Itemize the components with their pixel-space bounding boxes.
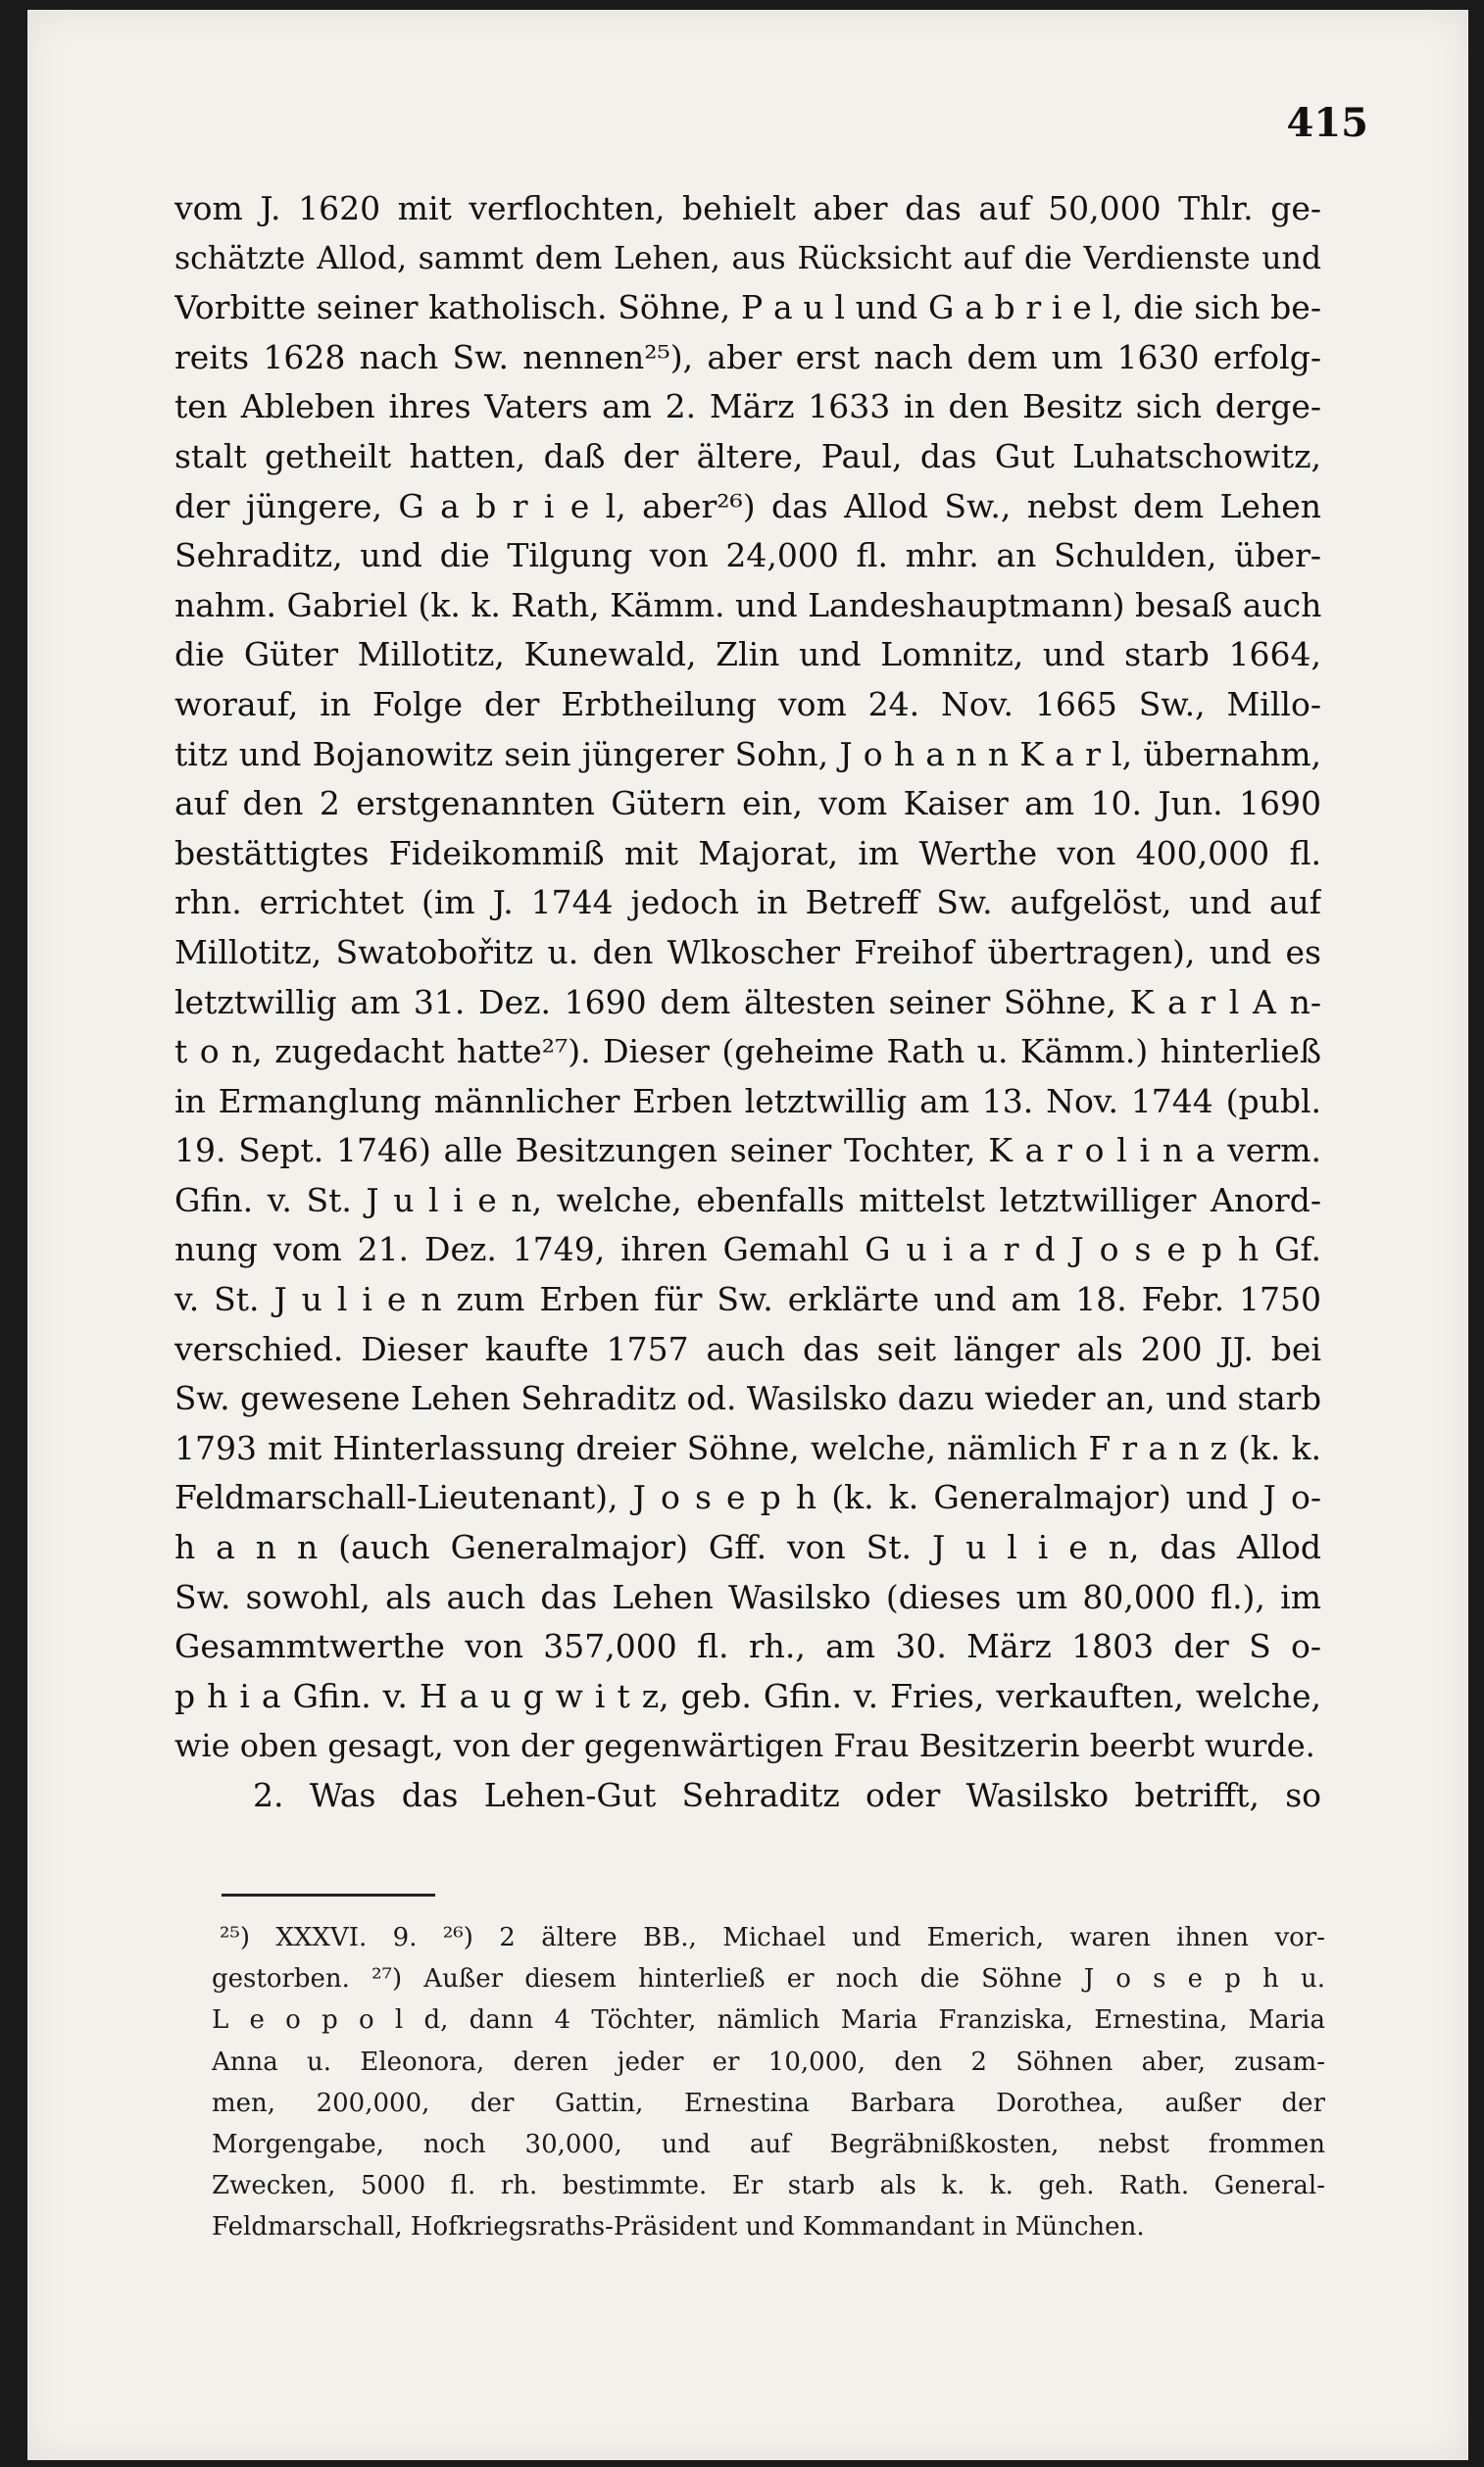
footnote-line: ²⁵) XXXVI. 9. ²⁶) 2 ältere BB., Michael und Emerich, waren ihnen vor- — [220, 1923, 1325, 1952]
footnote-line: Feldmarschall, Hofkriegsraths-Präsident und Kommandant in München. — [212, 2212, 1145, 2243]
page-number: 415 — [1286, 100, 1368, 146]
text-line: nung vom 21. Dez. 1749, ihren Gemahl G u i a r d J o s e p h Gf. — [174, 1230, 1321, 1269]
text-line: 2. Was das Lehen-Gut Sehraditz oder Wasilsko betrifft, so — [253, 1776, 1321, 1814]
text-line: bestättigtes Fideikommiß mit Majorat, im Werthe von 400,000 fl. — [174, 833, 1321, 872]
text-line: verschied. Dieser kaufte 1757 auch das seit länger als 200 JJ. bei — [174, 1329, 1321, 1368]
text-line: Gfin. v. St. J u l i e n, welche, ebenfalls mittelst letztwilliger Anord- — [174, 1180, 1321, 1219]
text-line: auf den 2 erstgenannten Gütern ein, vom Kaiser am 10. Jun. 1690 — [174, 784, 1321, 823]
main-text — [174, 184, 1321, 1821]
text-line: in Ermanglung männlicher Erben letztwillig am 13. Nov. 1744 (publ. — [174, 1081, 1321, 1120]
text-line: v. St. J u l i e n zum Erben für Sw. erklärte und am 18. Febr. 1750 — [174, 1280, 1321, 1319]
text-line: Vorbitte seiner katholisch. Söhne, P a u l und G a b r i e l, die sich be- — [174, 288, 1321, 327]
text-line: Gesammtwerthe von 357,000 fl. rh., am 30. März 1803 der S o- — [174, 1627, 1321, 1666]
text-line: titz und Bojanowitz sein jüngerer Sohn, J o h a n n K a r l, übernahm, — [174, 734, 1321, 773]
footnote-divider — [222, 1894, 435, 1897]
footnote-line: Anna u. Eleonora, deren jeder er 10,000, den 2 Söhnen aber, zusam- — [212, 2047, 1325, 2077]
text-line: Feldmarschall-Lieutenant), J o s e p h (k. k. Generalmajor) und J o- — [174, 1478, 1321, 1517]
text-line: rhn. errichtet (im J. 1744 jedoch in Betreff Sw. aufgelöst, und auf — [174, 883, 1321, 922]
text-line: h a n n (auch Generalmajor) Gff. von St. J u l i e n, das Allod — [174, 1528, 1321, 1567]
text-line: vom J. 1620 mit verflochten, behielt aber das auf 50,000 Thlr. ge- — [174, 189, 1321, 227]
text-line: der jüngere, G a b r i e l, aber²⁶) das Allod Sw., nebst dem Lehen — [174, 486, 1321, 525]
text-line: 19. Sept. 1746) alle Besitzungen seiner Tochter, K a r o l i n a verm. — [174, 1131, 1321, 1170]
footnote-line: Morgengabe, noch 30,000, und auf Begräbnißkosten, nebst frommen — [212, 2130, 1325, 2160]
text-line: stalt getheilt hatten, daß der ältere, Paul, das Gut Luhatschowitz, — [174, 436, 1321, 475]
text-line: reits 1628 nach Sw. nennen²⁵), aber erst nach dem um 1630 erfolg- — [174, 337, 1321, 376]
text-line: ten Ableben ihres Vaters am 2. März 1633 in den Besitz sich derge- — [174, 387, 1321, 426]
text-line: nahm. Gabriel (k. k. Rath, Kämm. und Landeshauptmann) besaß auch — [174, 585, 1321, 624]
footnote-line: Zwecken, 5000 fl. rh. bestimmte. Er starb als k. k. geh. Rath. General- — [212, 2171, 1325, 2201]
text-line: schätzte Allod, sammt dem Lehen, aus Rücksicht auf die Verdienste und — [174, 240, 1321, 276]
footnote-line: gestorben. ²⁷) Außer diesem hinterließ er noch die Söhne J o s e p h u. — [212, 1964, 1325, 1995]
text-line: wie oben gesagt, von der gegenwärtigen Frau Besitzerin beerbt wurde. — [174, 1727, 1315, 1765]
text-line: letztwillig am 31. Dez. 1690 dem ältesten seiner Söhne, K a r l A n- — [174, 982, 1321, 1021]
text-line: Sw. gewesene Lehen Sehraditz od. Wasilsko dazu wieder an, und starb — [174, 1380, 1321, 1418]
footnote-line: L e o p o l d, dann 4 Töchter, nämlich Maria Franziska, Ernestina, Maria — [212, 2005, 1325, 2036]
text-line: p h i a Gfin. v. H a u g w i t z, geb. Gfin. v. Fries, verkauften, welche, — [174, 1676, 1321, 1715]
text-line: Sw. sowohl, als auch das Lehen Wasilsko (dieses um 80,000 fl.), im — [174, 1577, 1321, 1616]
text-line: worauf, in Folge der Erbtheilung vom 24. Nov. 1665 Sw., Millo- — [174, 684, 1321, 723]
footnote-line: men, 200,000, der Gattin, Ernestina Barbara Dorothea, außer der — [212, 2088, 1325, 2118]
footnotes — [212, 1917, 1325, 2248]
book-page — [27, 10, 1468, 2460]
text-line: Millotitz, Swatobořitz u. den Wlkoscher Freihof übertragen), und es — [174, 932, 1321, 971]
text-line: 1793 mit Hinterlassung dreier Söhne, welche, nämlich F r a n z (k. k. — [174, 1428, 1321, 1467]
text-line: die Güter Millotitz, Kunewald, Zlin und Lomnitz, und starb 1664, — [174, 635, 1321, 674]
text-line: Sehraditz, und die Tilgung von 24,000 fl. mhr. an Schulden, über- — [174, 536, 1321, 575]
text-line: t o n, zugedacht hatte²⁷). Dieser (geheime Rath u. Kämm.) hinterließ — [174, 1032, 1321, 1071]
